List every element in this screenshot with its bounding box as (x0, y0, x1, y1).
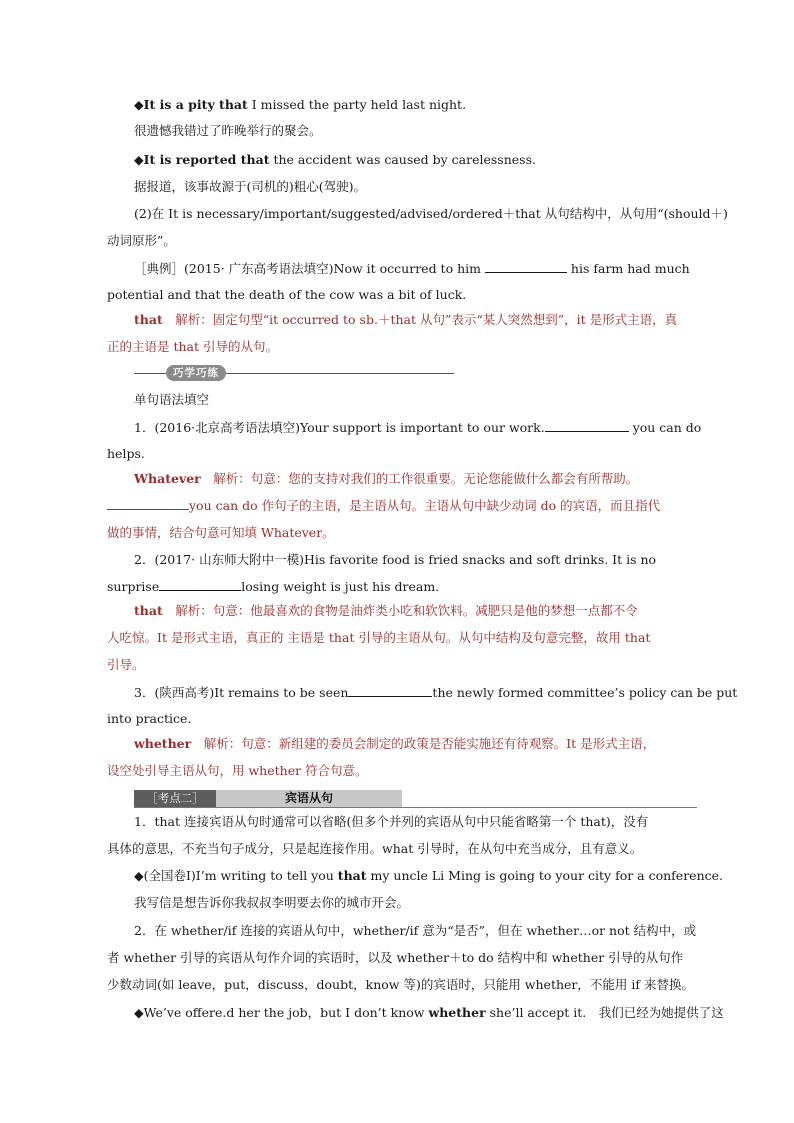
typical-example-cont: potential and that the death of the cow was a bit of luck. (107, 287, 467, 302)
explanation (134, 310, 697, 330)
question-text: 3．(陕西高考)It remains to be seen (134, 685, 349, 700)
explanation-text: 解析：句意：他最喜欢的食物是油炸类小吃和软饮料。减肥只是他的梦想一点都不令 (162, 603, 638, 618)
pattern-bold: ◆It is reported that (134, 152, 270, 167)
sentence-text: my uncle Li Ming is going to your city for a conference. (366, 868, 723, 883)
example-text: his farm had much (566, 261, 690, 276)
rule-1-text-cont: 具体的意思，不充当句子成分，只是起连接作用。what 引导时，在从句中充当成分，且有意义。 (107, 841, 643, 856)
key-point-divider (134, 807, 697, 808)
bold-word: that (337, 868, 367, 883)
banner-rule-right (226, 373, 454, 374)
question-2-explanation: 人吃惊。It 是形式主语，真正的 主语是 that 引导的主语从句。从句中结构及句意完整，故用 that (107, 630, 651, 645)
sentence-text: she’ll accept it. 我们已经为她提供了这 (485, 1005, 724, 1020)
question-text: you can do (628, 420, 702, 435)
question-2: 2．(2017· 山东师大附中一模)His favorite food is fried snacks and soft drinks. It is no (134, 552, 657, 567)
practice-banner (134, 365, 454, 381)
question-1-explanation-cont: 做的事情，结合句意可知填 Whatever。 (107, 525, 335, 540)
example-sentence-that (134, 866, 723, 886)
pattern-bold: ◆It is a pity that (134, 97, 248, 112)
banner-tag: 巧学巧练 (166, 365, 226, 381)
explanation-text: 解析：句意：新组建的委员会制定的政策是否能实施还有待观察。It 是形式主语， (191, 736, 656, 751)
question-3-cont: into practice. (107, 711, 192, 726)
translation-reported: 据报道，该事故源于(司机的)粗心(驾驶)。 (134, 179, 367, 194)
rule-2-whether: 2．在 whether/if 连接的宾语从句中，whether/if 意为“是否”，但在 whether…or not 结构中，或 (134, 923, 697, 938)
question-3 (134, 683, 738, 703)
question-1-answer (134, 469, 697, 489)
explanation-text: 解析：句意：您的支持对我们的工作很重要。无论您能做什么都会有所帮助。 (200, 471, 639, 486)
question-3-explanation: 设空处引导主语从句，用 whether 符合句意。 (107, 763, 368, 778)
question-text: surprise (107, 579, 160, 594)
translation-that: 我写信是想告诉你我叔叔李明要去你的城市开会。 (134, 895, 410, 910)
question-2-cont (107, 577, 697, 597)
answer-blank[interactable] (545, 418, 629, 432)
answer-blank (107, 496, 189, 510)
example-sentence-pity (134, 95, 697, 115)
sentence-text: the accident was caused by carelessness. (269, 152, 536, 167)
rule-1-text: 1．that 连接宾语从句时通常可以省略(但多个并列的宾语从句中只能省略第一个 that)，没有 (134, 814, 649, 829)
section-heading: 单句语法填空 (134, 392, 210, 407)
sentence-text: I missed the party held last night. (247, 97, 467, 112)
answer-word: whether (134, 736, 192, 751)
answer-blank[interactable] (348, 683, 432, 697)
question-text: losing weight is just his dream. (241, 579, 440, 594)
rule-2-text-cont: 动词原形”。 (107, 233, 176, 248)
key-point-header (134, 790, 402, 807)
rule-2-text: (2)在 It is necessary/important/suggested/advised/ordered＋that 从句结构中，从句用“(should＋) (134, 206, 728, 221)
question-text: the newly formed committee’s policy can be put (432, 685, 738, 700)
explanation-text: 解析：固定句型“it occurred to sb.＋that 从句”表示“某人突然想到”，it 是形式主语，真 (162, 312, 678, 327)
example-sentence-reported (134, 150, 697, 170)
question-text: 1．(2016·北京高考语法填空)Your support is important to our work. (134, 420, 545, 435)
bold-word: whether (428, 1005, 486, 1020)
answer-blank[interactable] (485, 259, 567, 273)
sentence-text: ◆We’ve offere.d her the job，but I don’t know (134, 1005, 429, 1020)
question-1 (134, 418, 702, 438)
translation-pity: 很遗憾我错过了昨晚举行的聚会。 (134, 123, 322, 138)
key-point-tag: ［考点二］ (134, 790, 216, 807)
example-sentence-whether (134, 1003, 724, 1023)
question-1-cont: helps. (107, 446, 145, 461)
answer-blank[interactable] (159, 577, 241, 591)
rule-2-whether-cont: 者 whether 引导的宾语从句作介词的宾语时，以及 whether＋to do 结构中和 whether 引导的从句作 (107, 950, 684, 965)
question-1-explanation (107, 496, 697, 516)
key-point-title: 宾语从句 (284, 791, 333, 805)
sentence-text: ◆(全国卷Ⅰ)I’m writing to tell you (134, 868, 338, 883)
answer-word: that (134, 312, 163, 327)
question-2-explanation-cont: 引导。 (107, 657, 145, 672)
rule-2-whether-cont2: 少数动词(如 leave，put，discuss，doubt，know 等)的宾语时，只能用 whether，不能用 if 来替换。 (107, 977, 694, 992)
answer-word: Whatever (134, 471, 201, 486)
question-3-answer (134, 734, 697, 754)
explanation-text: you can do 作句子的主语，是主语从句。主语从句中缺少动词 do 的宾语，而且指代 (189, 498, 661, 513)
answer-word: that (134, 603, 163, 618)
example-text: ［典例］(2015· 广东高考语法填空)Now it occurred to him (134, 261, 485, 276)
question-2-answer (134, 601, 697, 621)
typical-example (134, 259, 697, 279)
banner-rule-left (134, 373, 166, 374)
explanation-cont: 正的主语是 that 引导的从句。 (107, 339, 278, 354)
